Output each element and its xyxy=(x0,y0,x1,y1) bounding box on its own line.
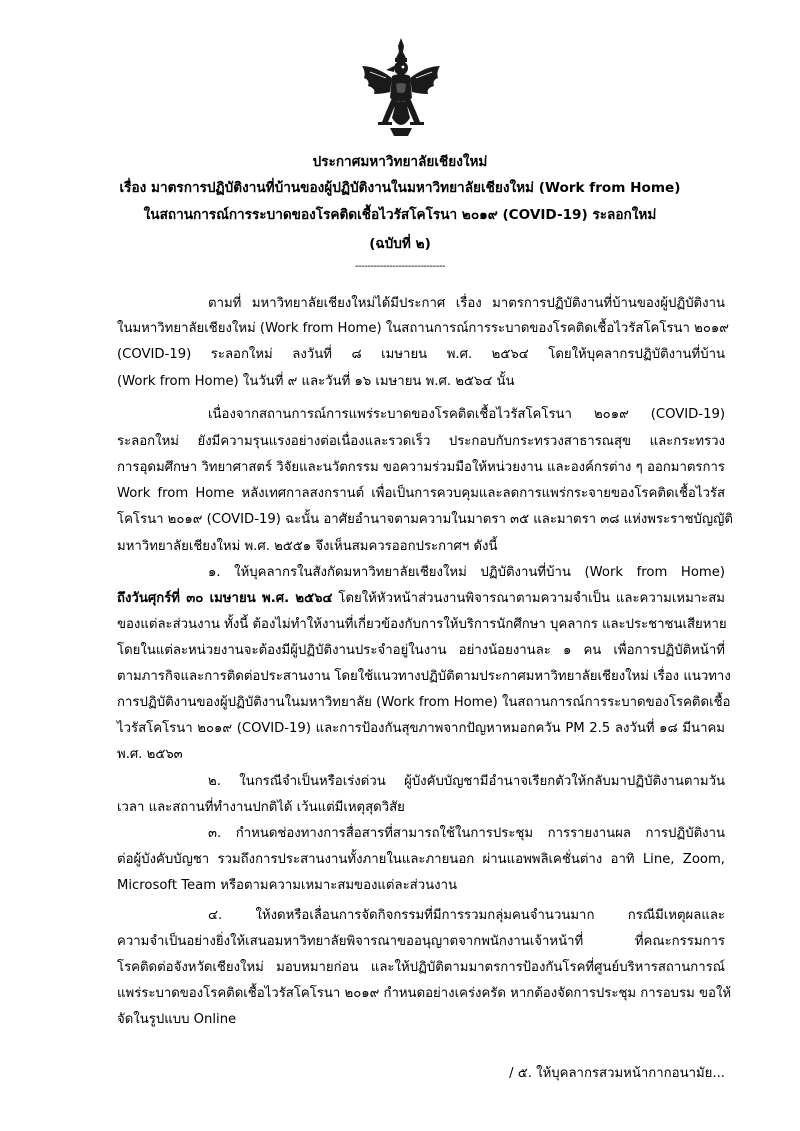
announcement-issue-number: (ฉบับที่ ๒) xyxy=(369,236,431,252)
item-4-line: โรคติดต่อจังหวัดเชียงใหม่ มอบหมายก่อน และให้ปฏิบัติตามมาตรการป้องกันโรคที่ศูนย์บริหารสถานการณ์ xyxy=(117,960,725,975)
page-continuation: / ๕. ให้บุคลากรสวมหน้ากากอนามัย... xyxy=(509,1066,725,1081)
paragraph-line: การอุดมศึกษา วิทยาศาสตร์ วิจัยและนวัตกรรม ขอความร่วมมือให้หน่วยงาน และองค์กรต่าง ๆ ออกมาตรการ xyxy=(117,460,725,475)
header-divider: ----------------------------- xyxy=(354,261,446,272)
item-1-line: การปฏิบัติงานของผู้ปฏิบัติงานในมหาวิทยาลัย (Work from Home) ในสถานการณ์การระบาดของโรคติดเชื้อ xyxy=(117,695,731,710)
item-3-line: Microsoft Team หรือตามความเหมาะสมของแต่ละส่วนงาน xyxy=(117,878,457,893)
paragraph-line: (COVID-19) ระลอกใหม่ ลงวันที่ ๘ เมษายน พ.ศ. ๒๕๖๔ โดยให้บุคลากรปฏิบัติงานที่บ้าน xyxy=(117,347,725,362)
paragraph-line: ระลอกใหม่ ยังมีความรุนแรงอย่างต่อเนื่องและรวดเร็ว ประกอบกับกระทรวงสาธารณสุข และกระทรวง xyxy=(117,434,725,449)
item-1-line: โดยในแต่ละหน่วยงานจะต้องมีผู้ปฏิบัติงานประจำอยู่ในงาน อย่างน้อยงานละ ๑ คน เพื่อการปฏิบัติหน้าที่ xyxy=(117,643,725,658)
item-2-line: ๒. ในกรณีจำเป็นหรือเร่งด่วน ผู้บังคับบัญชามีอำนาจเรียกตัวให้กลับมาปฏิบัติงานตามวัน xyxy=(208,774,725,789)
announcement-title: ประกาศมหาวิทยาลัยเชียงใหม่ xyxy=(312,154,488,170)
item-1-lead-rest: โดยให้หัวหน้าส่วนงานพิจารณาตามความจำเป็น และความเหมาะสม xyxy=(332,591,725,606)
item-3-line: ๓. กำหนดช่องทางการสื่อสารที่สามารถใช้ในการประชุม การรายงานผล การปฏิบัติงาน xyxy=(208,826,725,841)
announcement-context: ในสถานการณ์การระบาดของโรคติดเชื้อไวรัสโคโรนา ๒๐๑๙ (COVID-19) ระลอกใหม่ xyxy=(143,207,657,223)
item-1-line xyxy=(117,588,725,610)
paragraph-line: เนื่องจากสถานการณ์การแพร่ระบาดของโรคติดเชื้อไวรัสโคโรนา ๒๐๑๙ (COVID-19) xyxy=(208,407,725,422)
item-1-line: ตามภารกิจและการติดต่อประสานงาน โดยใช้แนวทางปฏิบัติตามประกาศมหาวิทยาลัยเชียงใหม่ เรื่อง แนวทาง xyxy=(117,669,731,684)
item-2-line: เวลา และสถานที่ทำงานปกติได้ เว้นแต่มีเหตุสุดวิสัย xyxy=(117,800,405,815)
announcement-subject: เรื่อง มาตรการปฏิบัติงานที่บ้านของผู้ปฏิบัติงานในมหาวิทยาลัยเชียงใหม่ (Work from Home) xyxy=(119,180,681,196)
item-3-line: ต่อผู้บังคับบัญชา รวมถึงการประสานงานทั้งภายในและภายนอก ผ่านแอพพลิเคชั่นต่าง อาทิ Line, Zoom, xyxy=(117,852,725,867)
item-1-line: ไวรัสโคโรนา ๒๐๑๙ (COVID-19) และการป้องกันสุขภาพจากปัญหาหมอกควัน PM 2.5 ลงวันที่ ๑๘ มีนาคม xyxy=(117,721,725,736)
item-4-line: จัดในรูปแบบ Online xyxy=(117,1012,237,1027)
item-1-deadline: ถึงวันศุกร์ที่ ๓๐ เมษายน พ.ศ. ๒๕๖๔ xyxy=(117,591,333,606)
paragraph-line: (Work from Home) ในวันที่ ๙ และวันที่ ๑๖ เมษายน พ.ศ. ๒๕๖๔ นั้น xyxy=(117,374,515,389)
item-1-line: ๑. ให้บุคลากรในสังกัดมหาวิทยาลัยเชียงใหม่ ปฏิบัติงานที่บ้าน (Work from Home) xyxy=(208,565,725,580)
item-1-line: ของแต่ละส่วนงาน ทั้งนี้ ต้องไม่ทำให้งานที่เกี่ยวข้องกับการให้บริการนักศึกษา บุคลากร และประชาชนเสียหาย xyxy=(117,617,727,632)
item-4-line: ๔. ให้งดหรือเลื่อนการจัดกิจกรรมที่มีการรวมกลุ่มคนจำนวนมาก กรณีมีเหตุผลและ xyxy=(208,908,725,923)
item-1-line: พ.ศ. ๒๕๖๓ xyxy=(117,747,183,762)
item-4-line: แพร่ระบาดของโรคติดเชื้อไวรัสโคโรนา ๒๐๑๙ กำหนดอย่างเคร่งครัด หากต้องจัดการประชุม การอบรม ขอให้ xyxy=(117,986,732,1001)
paragraph-line: ตามที่ มหาวิทยาลัยเชียงใหม่ได้มีประกาศ เรื่อง มาตรการปฏิบัติงานที่บ้านของผู้ปฏิบัติงาน xyxy=(208,296,725,311)
garuda-emblem-icon xyxy=(356,36,446,141)
paragraph-line: โคโรนา ๒๐๑๙ (COVID-19) ฉะนั้น อาศัยอำนาจตามความในมาตรา ๓๕ และมาตรา ๓๘ แห่งพระราชบัญญัติ xyxy=(117,512,733,527)
paragraph-line: มหาวิทยาลัยเชียงใหม่ พ.ศ. ๒๕๕๑ จึงเห็นสมควรออกประกาศฯ ดังนี้ xyxy=(117,539,498,554)
item-4-line: ความจำเป็นอย่างยิ่งให้เสนอมหาวิทยาลัยพิจารณาขออนุญาตจากพนักงานเจ้าหน้าที่ ที่คณะกรรมการ xyxy=(117,934,725,949)
paragraph-line: Work from Home หลังเทศกาลสงกรานต์ เพื่อเป็นการควบคุมและลดการแพร่กระจายของโรคติดเชื้อไวรัส xyxy=(117,486,725,501)
paragraph-line: ในมหาวิทยาลัยเชียงใหม่ (Work from Home) ในสถานการณ์การระบาดของโรคติดเชื้อไวรัสโคโรนา ๒๐๑๙ xyxy=(117,321,729,336)
